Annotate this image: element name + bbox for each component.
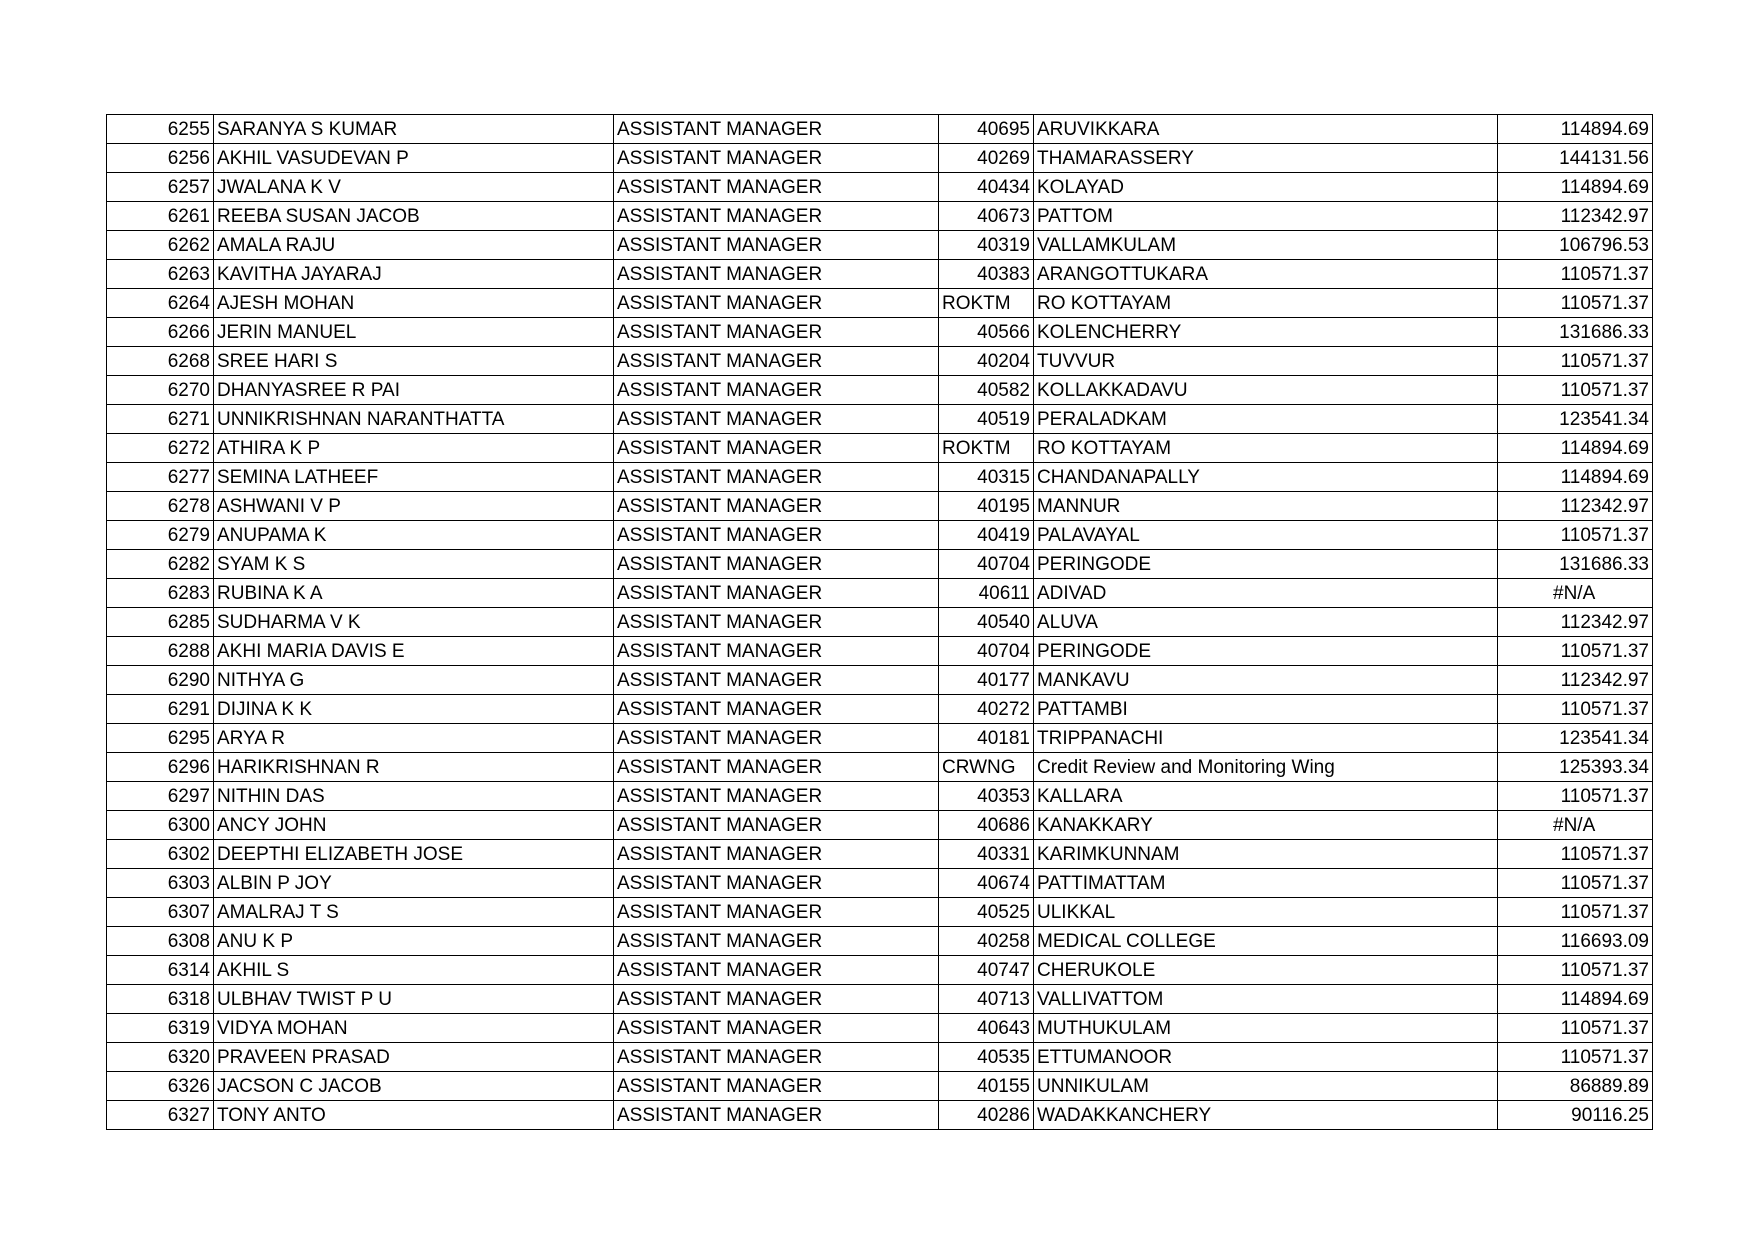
branch-code-cell: 40181 (939, 724, 1034, 753)
amount-cell: 110571.37 (1498, 1014, 1653, 1043)
amount-cell: 112342.97 (1498, 608, 1653, 637)
table-row (107, 1014, 1653, 1043)
branch-code-cell: 40535 (939, 1043, 1034, 1072)
employee-name-cell: ULBHAV TWIST P U (214, 985, 614, 1014)
branch-name-cell: RO KOTTAYAM (1034, 434, 1498, 463)
branch-code-cell: 40258 (939, 927, 1034, 956)
table-row (107, 840, 1653, 869)
designation-cell: ASSISTANT MANAGER (614, 869, 939, 898)
table-row (107, 289, 1653, 318)
employee-name-cell: ARYA R (214, 724, 614, 753)
branch-name-cell: KOLLAKKADAVU (1034, 376, 1498, 405)
amount-cell: 114894.69 (1498, 463, 1653, 492)
amount-cell: 110571.37 (1498, 869, 1653, 898)
employee-id-cell: 6264 (107, 289, 214, 318)
amount-cell: 131686.33 (1498, 550, 1653, 579)
designation-cell: ASSISTANT MANAGER (614, 1101, 939, 1130)
branch-code-cell: 40704 (939, 550, 1034, 579)
table-row (107, 521, 1653, 550)
amount-cell: 110571.37 (1498, 840, 1653, 869)
table-row (107, 579, 1653, 608)
branch-code-cell: 40319 (939, 231, 1034, 260)
employee-name-cell: REEBA SUSAN JACOB (214, 202, 614, 231)
amount-cell: 86889.89 (1498, 1072, 1653, 1101)
table-row (107, 550, 1653, 579)
employee-id-cell: 6288 (107, 637, 214, 666)
employee-name-cell: AKHI MARIA DAVIS E (214, 637, 614, 666)
branch-code-cell: 40331 (939, 840, 1034, 869)
amount-cell: 144131.56 (1498, 144, 1653, 173)
amount-cell: 110571.37 (1498, 637, 1653, 666)
branch-code-cell: 40272 (939, 695, 1034, 724)
designation-cell: ASSISTANT MANAGER (614, 637, 939, 666)
table-row (107, 637, 1653, 666)
amount-cell: 123541.34 (1498, 405, 1653, 434)
amount-cell: 125393.34 (1498, 753, 1653, 782)
designation-cell: ASSISTANT MANAGER (614, 347, 939, 376)
amount-cell: 110571.37 (1498, 898, 1653, 927)
designation-cell: ASSISTANT MANAGER (614, 1043, 939, 1072)
employee-id-cell: 6319 (107, 1014, 214, 1043)
branch-name-cell: CHERUKOLE (1034, 956, 1498, 985)
employee-id-cell: 6255 (107, 115, 214, 144)
table-row (107, 376, 1653, 405)
table-row (107, 753, 1653, 782)
employee-id-cell: 6268 (107, 347, 214, 376)
designation-cell: ASSISTANT MANAGER (614, 260, 939, 289)
designation-cell: ASSISTANT MANAGER (614, 840, 939, 869)
amount-cell: 110571.37 (1498, 347, 1653, 376)
branch-name-cell: ALUVA (1034, 608, 1498, 637)
branch-code-cell: ROKTM (939, 434, 1034, 463)
designation-cell: ASSISTANT MANAGER (614, 927, 939, 956)
employee-id-cell: 6290 (107, 666, 214, 695)
employee-id-cell: 6295 (107, 724, 214, 753)
branch-name-cell: KARIMKUNNAM (1034, 840, 1498, 869)
branch-name-cell: VALLAMKULAM (1034, 231, 1498, 260)
branch-code-cell: 40674 (939, 869, 1034, 898)
branch-name-cell: KOLENCHERRY (1034, 318, 1498, 347)
branch-name-cell: ADIVAD (1034, 579, 1498, 608)
branch-code-cell: 40519 (939, 405, 1034, 434)
table-row (107, 927, 1653, 956)
employee-name-cell: TONY ANTO (214, 1101, 614, 1130)
branch-name-cell: CHANDANAPALLY (1034, 463, 1498, 492)
designation-cell: ASSISTANT MANAGER (614, 405, 939, 434)
branch-code-cell: 40566 (939, 318, 1034, 347)
amount-cell: 106796.53 (1498, 231, 1653, 260)
amount-cell: 110571.37 (1498, 695, 1653, 724)
employee-id-cell: 6278 (107, 492, 214, 521)
employee-id-cell: 6308 (107, 927, 214, 956)
table-body (107, 115, 1653, 1130)
amount-cell: 110571.37 (1498, 289, 1653, 318)
table-row (107, 1043, 1653, 1072)
branch-name-cell: TRIPPANACHI (1034, 724, 1498, 753)
employee-id-cell: 6300 (107, 811, 214, 840)
employee-id-cell: 6272 (107, 434, 214, 463)
branch-name-cell: PATTOM (1034, 202, 1498, 231)
designation-cell: ASSISTANT MANAGER (614, 956, 939, 985)
branch-name-cell: PERALADKAM (1034, 405, 1498, 434)
branch-name-cell: MANKAVU (1034, 666, 1498, 695)
branch-code-cell: 40643 (939, 1014, 1034, 1043)
employee-id-cell: 6296 (107, 753, 214, 782)
table-row (107, 173, 1653, 202)
branch-name-cell: RO KOTTAYAM (1034, 289, 1498, 318)
branch-name-cell: PERINGODE (1034, 637, 1498, 666)
branch-code-cell: 40611 (939, 579, 1034, 608)
employee-id-cell: 6282 (107, 550, 214, 579)
employee-name-cell: NITHYA G (214, 666, 614, 695)
amount-cell: 110571.37 (1498, 376, 1653, 405)
table-row (107, 434, 1653, 463)
designation-cell: ASSISTANT MANAGER (614, 579, 939, 608)
amount-cell: 114894.69 (1498, 173, 1653, 202)
amount-cell: 114894.69 (1498, 434, 1653, 463)
amount-cell: 110571.37 (1498, 956, 1653, 985)
designation-cell: ASSISTANT MANAGER (614, 724, 939, 753)
amount-cell: 123541.34 (1498, 724, 1653, 753)
branch-name-cell: VALLIVATTOM (1034, 985, 1498, 1014)
employee-id-cell: 6256 (107, 144, 214, 173)
employee-id-cell: 6271 (107, 405, 214, 434)
employee-name-cell: HARIKRISHNAN R (214, 753, 614, 782)
branch-code-cell: 40195 (939, 492, 1034, 521)
amount-cell: 114894.69 (1498, 985, 1653, 1014)
designation-cell: ASSISTANT MANAGER (614, 985, 939, 1014)
table-row (107, 347, 1653, 376)
branch-code-cell: 40540 (939, 608, 1034, 637)
table-row (107, 782, 1653, 811)
branch-code-cell: 40582 (939, 376, 1034, 405)
employee-id-cell: 6318 (107, 985, 214, 1014)
branch-name-cell: KANAKKARY (1034, 811, 1498, 840)
employee-name-cell: DHANYASREE R PAI (214, 376, 614, 405)
branch-code-cell: 40747 (939, 956, 1034, 985)
table-row (107, 1072, 1653, 1101)
employee-name-cell: ALBIN P JOY (214, 869, 614, 898)
employee-id-cell: 6326 (107, 1072, 214, 1101)
employee-name-cell: PRAVEEN PRASAD (214, 1043, 614, 1072)
table-row (107, 985, 1653, 1014)
designation-cell: ASSISTANT MANAGER (614, 376, 939, 405)
table-row (107, 318, 1653, 347)
branch-name-cell: TUVVUR (1034, 347, 1498, 376)
branch-name-cell: MANNUR (1034, 492, 1498, 521)
amount-cell: 112342.97 (1498, 666, 1653, 695)
designation-cell: ASSISTANT MANAGER (614, 898, 939, 927)
employee-name-cell: RUBINA K A (214, 579, 614, 608)
table-row (107, 956, 1653, 985)
branch-code-cell: 40713 (939, 985, 1034, 1014)
branch-name-cell: ARANGOTTUKARA (1034, 260, 1498, 289)
employee-name-cell: VIDYA MOHAN (214, 1014, 614, 1043)
employee-name-cell: NITHIN DAS (214, 782, 614, 811)
employee-id-cell: 6261 (107, 202, 214, 231)
branch-name-cell: PATTAMBI (1034, 695, 1498, 724)
designation-cell: ASSISTANT MANAGER (614, 550, 939, 579)
employee-name-cell: ANUPAMA K (214, 521, 614, 550)
table-row (107, 1101, 1653, 1130)
employee-name-cell: SUDHARMA V K (214, 608, 614, 637)
table-row (107, 492, 1653, 521)
table-row (107, 608, 1653, 637)
employee-name-cell: AMALA RAJU (214, 231, 614, 260)
branch-code-cell: ROKTM (939, 289, 1034, 318)
employee-id-cell: 6277 (107, 463, 214, 492)
table-row (107, 202, 1653, 231)
amount-cell: #N/A (1498, 811, 1653, 840)
employee-name-cell: ASHWANI V P (214, 492, 614, 521)
employee-id-cell: 6303 (107, 869, 214, 898)
designation-cell: ASSISTANT MANAGER (614, 144, 939, 173)
branch-name-cell: ARUVIKKARA (1034, 115, 1498, 144)
designation-cell: ASSISTANT MANAGER (614, 289, 939, 318)
employee-name-cell: JACSON C JACOB (214, 1072, 614, 1101)
branch-code-cell: 40177 (939, 666, 1034, 695)
branch-code-cell: 40155 (939, 1072, 1034, 1101)
branch-code-cell: 40269 (939, 144, 1034, 173)
branch-name-cell: PALAVAYAL (1034, 521, 1498, 550)
employee-id-cell: 6266 (107, 318, 214, 347)
designation-cell: ASSISTANT MANAGER (614, 492, 939, 521)
employee-name-cell: DEEPTHI ELIZABETH JOSE (214, 840, 614, 869)
amount-cell: 110571.37 (1498, 260, 1653, 289)
employee-id-cell: 6270 (107, 376, 214, 405)
employee-name-cell: AKHIL S (214, 956, 614, 985)
amount-cell: 112342.97 (1498, 202, 1653, 231)
branch-code-cell: 40686 (939, 811, 1034, 840)
employee-id-cell: 6285 (107, 608, 214, 637)
employee-id-cell: 6302 (107, 840, 214, 869)
employee-name-cell: AKHIL VASUDEVAN P (214, 144, 614, 173)
branch-code-cell: CRWNG (939, 753, 1034, 782)
employee-name-cell: SEMINA LATHEEF (214, 463, 614, 492)
branch-name-cell: Credit Review and Monitoring Wing (1034, 753, 1498, 782)
branch-name-cell: MEDICAL COLLEGE (1034, 927, 1498, 956)
branch-code-cell: 40695 (939, 115, 1034, 144)
branch-name-cell: THAMARASSERY (1034, 144, 1498, 173)
staff-table (106, 114, 1653, 1130)
employee-name-cell: DIJINA K K (214, 695, 614, 724)
table-row (107, 666, 1653, 695)
designation-cell: ASSISTANT MANAGER (614, 521, 939, 550)
table-row (107, 898, 1653, 927)
branch-code-cell: 40315 (939, 463, 1034, 492)
employee-name-cell: ANCY JOHN (214, 811, 614, 840)
branch-code-cell: 40383 (939, 260, 1034, 289)
employee-id-cell: 6297 (107, 782, 214, 811)
branch-name-cell: UNNIKULAM (1034, 1072, 1498, 1101)
employee-name-cell: SREE HARI S (214, 347, 614, 376)
table-row (107, 869, 1653, 898)
amount-cell: 116693.09 (1498, 927, 1653, 956)
branch-name-cell: WADAKKANCHERY (1034, 1101, 1498, 1130)
branch-code-cell: 40434 (939, 173, 1034, 202)
designation-cell: ASSISTANT MANAGER (614, 666, 939, 695)
employee-name-cell: JERIN MANUEL (214, 318, 614, 347)
branch-code-cell: 40204 (939, 347, 1034, 376)
branch-code-cell: 40419 (939, 521, 1034, 550)
amount-cell: 110571.37 (1498, 782, 1653, 811)
employee-name-cell: ATHIRA K P (214, 434, 614, 463)
employee-id-cell: 6257 (107, 173, 214, 202)
employee-id-cell: 6262 (107, 231, 214, 260)
employee-name-cell: SARANYA S KUMAR (214, 115, 614, 144)
branch-name-cell: ULIKKAL (1034, 898, 1498, 927)
branch-name-cell: PATTIMATTAM (1034, 869, 1498, 898)
designation-cell: ASSISTANT MANAGER (614, 1014, 939, 1043)
table-row (107, 144, 1653, 173)
employee-id-cell: 6291 (107, 695, 214, 724)
employee-id-cell: 6320 (107, 1043, 214, 1072)
table-row (107, 260, 1653, 289)
branch-code-cell: 40704 (939, 637, 1034, 666)
table-row (107, 724, 1653, 753)
designation-cell: ASSISTANT MANAGER (614, 202, 939, 231)
amount-cell: 114894.69 (1498, 115, 1653, 144)
amount-cell: 90116.25 (1498, 1101, 1653, 1130)
employee-id-cell: 6307 (107, 898, 214, 927)
amount-cell: 110571.37 (1498, 521, 1653, 550)
designation-cell: ASSISTANT MANAGER (614, 753, 939, 782)
table-row (107, 231, 1653, 260)
designation-cell: ASSISTANT MANAGER (614, 115, 939, 144)
employee-name-cell: JWALANA K V (214, 173, 614, 202)
designation-cell: ASSISTANT MANAGER (614, 463, 939, 492)
branch-code-cell: 40353 (939, 782, 1034, 811)
employee-id-cell: 6314 (107, 956, 214, 985)
designation-cell: ASSISTANT MANAGER (614, 811, 939, 840)
table-row (107, 463, 1653, 492)
employee-name-cell: SYAM K S (214, 550, 614, 579)
branch-name-cell: KOLAYAD (1034, 173, 1498, 202)
amount-cell: 112342.97 (1498, 492, 1653, 521)
employee-name-cell: ANU K P (214, 927, 614, 956)
designation-cell: ASSISTANT MANAGER (614, 434, 939, 463)
employee-id-cell: 6327 (107, 1101, 214, 1130)
designation-cell: ASSISTANT MANAGER (614, 1072, 939, 1101)
branch-name-cell: ETTUMANOOR (1034, 1043, 1498, 1072)
designation-cell: ASSISTANT MANAGER (614, 231, 939, 260)
table-row (107, 695, 1653, 724)
employee-id-cell: 6263 (107, 260, 214, 289)
branch-name-cell: PERINGODE (1034, 550, 1498, 579)
employee-name-cell: KAVITHA JAYARAJ (214, 260, 614, 289)
designation-cell: ASSISTANT MANAGER (614, 782, 939, 811)
employee-id-cell: 6283 (107, 579, 214, 608)
branch-name-cell: MUTHUKULAM (1034, 1014, 1498, 1043)
designation-cell: ASSISTANT MANAGER (614, 318, 939, 347)
branch-code-cell: 40525 (939, 898, 1034, 927)
employee-name-cell: UNNIKRISHNAN NARANTHATTA (214, 405, 614, 434)
table-row (107, 811, 1653, 840)
employee-name-cell: AMALRAJ T S (214, 898, 614, 927)
table-row (107, 115, 1653, 144)
employee-id-cell: 6279 (107, 521, 214, 550)
amount-cell: #N/A (1498, 579, 1653, 608)
employee-name-cell: AJESH MOHAN (214, 289, 614, 318)
branch-name-cell: KALLARA (1034, 782, 1498, 811)
designation-cell: ASSISTANT MANAGER (614, 173, 939, 202)
amount-cell: 131686.33 (1498, 318, 1653, 347)
amount-cell: 110571.37 (1498, 1043, 1653, 1072)
branch-code-cell: 40286 (939, 1101, 1034, 1130)
table-row (107, 405, 1653, 434)
designation-cell: ASSISTANT MANAGER (614, 695, 939, 724)
designation-cell: ASSISTANT MANAGER (614, 608, 939, 637)
branch-code-cell: 40673 (939, 202, 1034, 231)
